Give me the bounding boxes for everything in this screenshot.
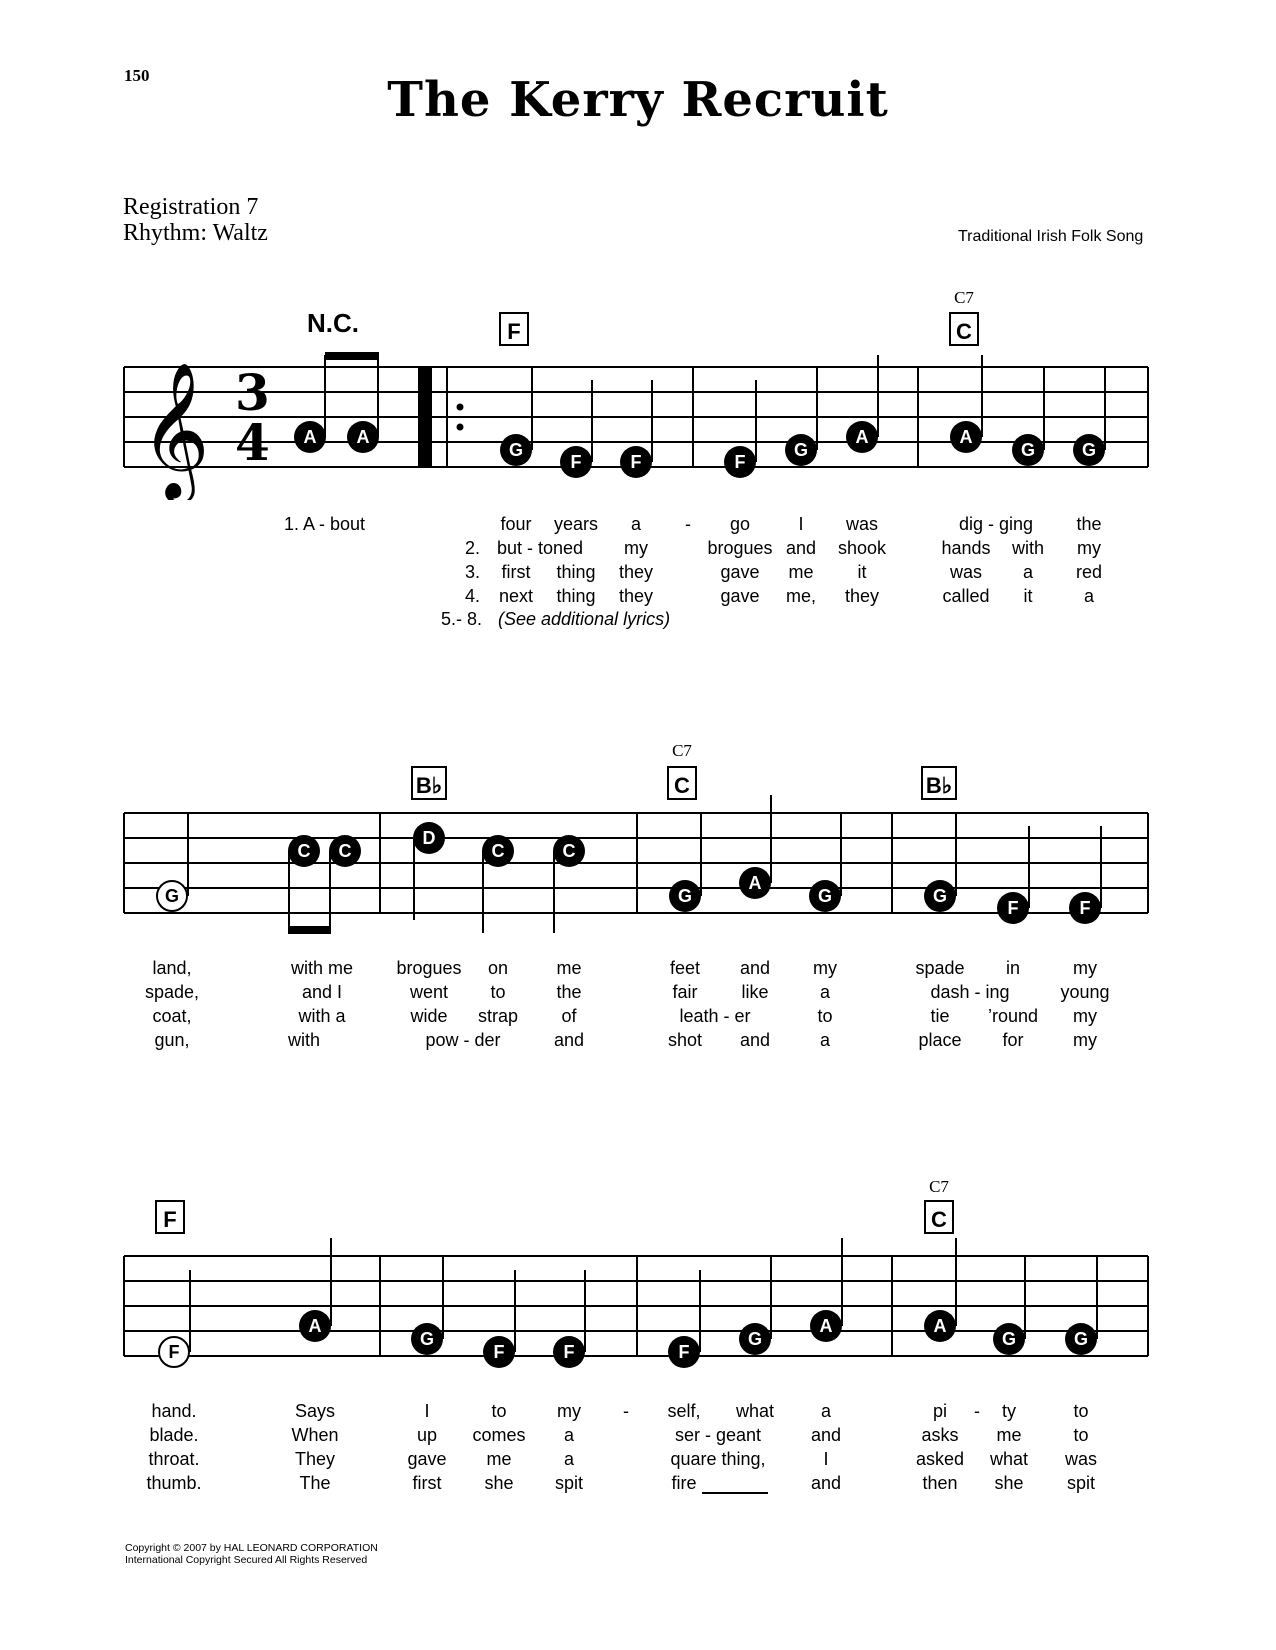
- lyric: with: [287, 1030, 321, 1050]
- lyric: gun,: [154, 1030, 190, 1050]
- note-A: [950, 421, 982, 453]
- note-F: [553, 1336, 585, 1368]
- lyric: spit: [554, 1473, 584, 1493]
- note-G: [669, 880, 701, 912]
- note-F: [724, 446, 756, 478]
- chord-c7: C7: [672, 741, 692, 760]
- song-title: The Kerry Recruit: [387, 72, 889, 128]
- svg-text:G: G: [419, 1329, 435, 1349]
- lyric: asked: [915, 1449, 965, 1469]
- lyric: with me: [290, 958, 354, 978]
- note-A: [739, 867, 771, 899]
- lyric: When: [291, 1425, 339, 1445]
- svg-text:C: C: [562, 841, 576, 861]
- note-F: [997, 892, 1029, 924]
- lyric: brogues: [396, 958, 462, 978]
- note-G: [411, 1323, 443, 1355]
- lyric: ’round: [987, 1006, 1039, 1026]
- note-F: [560, 446, 592, 478]
- melisma-line: [702, 1492, 768, 1494]
- lyric: my: [557, 1401, 581, 1421]
- lyric: spit: [1066, 1473, 1096, 1493]
- lyric: with a: [298, 1006, 346, 1026]
- lyric: thing: [556, 586, 596, 606]
- note-G: [500, 434, 532, 466]
- lyric: my: [1073, 1030, 1097, 1050]
- svg-text:C: C: [338, 841, 352, 861]
- lyric: and: [739, 958, 771, 978]
- lyric: me: [996, 1425, 1022, 1445]
- note-F: [1069, 892, 1101, 924]
- svg-text:A: A: [959, 427, 973, 447]
- svg-text:G: G: [793, 440, 809, 460]
- note-D: [413, 822, 445, 854]
- svg-text:F: F: [493, 1342, 505, 1362]
- lyric: land,: [152, 958, 192, 978]
- svg-text:G: G: [508, 440, 524, 460]
- lyric: she: [484, 1473, 514, 1493]
- note-G: [1065, 1323, 1097, 1355]
- svg-text:C: C: [491, 841, 505, 861]
- lyric: next: [498, 586, 534, 606]
- note-A: [347, 421, 379, 453]
- lyric: a: [820, 1401, 832, 1421]
- copyright-line-1: Copyright © 2007 by HAL LEONARD CORPORATION: [125, 1542, 378, 1554]
- note-A: [846, 421, 878, 453]
- svg-text:D: D: [422, 828, 436, 848]
- chord-c: C: [931, 1207, 947, 1232]
- note-G: [1073, 434, 1105, 466]
- lyric: the: [1076, 514, 1102, 534]
- svg-text:A: A: [933, 1316, 947, 1336]
- note-F-half: [159, 1337, 189, 1367]
- time-sig-top: 3: [235, 363, 270, 422]
- chord-c7: C7: [929, 1180, 949, 1196]
- lyric: 2.: [465, 538, 481, 558]
- lyric: strap: [477, 1006, 519, 1026]
- lyric: of: [561, 1006, 577, 1026]
- note-C: [482, 835, 514, 867]
- lyric: I: [424, 1401, 430, 1421]
- lyric: for: [1002, 1030, 1024, 1050]
- lyric: gave: [720, 562, 760, 582]
- lyric: They: [294, 1449, 336, 1469]
- lyric: to: [490, 982, 506, 1002]
- svg-text:F: F: [1007, 898, 1019, 918]
- lyric: me: [788, 562, 814, 582]
- lyric: my: [1073, 1006, 1097, 1026]
- lyric: gave: [407, 1449, 447, 1469]
- lyric: a: [1022, 562, 1034, 582]
- lyric: me,: [785, 586, 817, 606]
- lyric: first: [501, 562, 531, 582]
- lyric: what: [735, 1401, 775, 1421]
- svg-text:G: G: [747, 1329, 763, 1349]
- lyric: it: [1023, 586, 1033, 606]
- staff-system-1-graphics: [0, 270, 1276, 500]
- lyric: shot: [667, 1030, 703, 1050]
- lyric: and: [810, 1425, 842, 1445]
- lyric: leath - er: [679, 1006, 751, 1026]
- lyric: blade.: [149, 1425, 199, 1445]
- lyric: thing: [556, 562, 596, 582]
- svg-text:G: G: [817, 886, 833, 906]
- lyric: a: [819, 1030, 831, 1050]
- lyric: pow - der: [425, 1030, 501, 1050]
- lyric: -: [623, 1401, 629, 1421]
- lyric: 3.: [465, 562, 481, 582]
- lyric: tie: [930, 1006, 950, 1026]
- lyric: ser - geant: [674, 1425, 762, 1445]
- lyric: 1. A - bout: [284, 514, 366, 534]
- lyric: and: [785, 538, 817, 558]
- note-F: [620, 446, 652, 478]
- lyric: was: [845, 514, 879, 534]
- chord-bflat: B♭: [415, 773, 443, 798]
- lyric: my: [1077, 538, 1101, 558]
- svg-text:G: G: [1001, 1329, 1017, 1349]
- svg-text:C: C: [297, 841, 311, 861]
- lyric: wide: [410, 1006, 448, 1026]
- note-C: [288, 835, 320, 867]
- svg-text:G: G: [932, 886, 948, 906]
- lyric: go: [729, 514, 751, 534]
- lyric: 4.: [465, 586, 481, 606]
- svg-text:F: F: [734, 452, 746, 472]
- lyric: coat,: [152, 1006, 192, 1026]
- lyric: she: [994, 1473, 1024, 1493]
- lyric: spade: [915, 958, 965, 978]
- chord-c: C: [956, 319, 972, 344]
- copyright-line-2: International Copyright Secured All Rights Reserved: [125, 1554, 368, 1566]
- chord-nc: N.C.: [307, 308, 359, 338]
- lyric: to: [491, 1401, 507, 1421]
- note-C: [329, 835, 361, 867]
- lyric: on: [487, 958, 509, 978]
- lyric: years: [553, 514, 599, 534]
- svg-text:G: G: [164, 886, 180, 906]
- chord-c: C: [674, 773, 690, 798]
- lyric: to: [1073, 1425, 1089, 1445]
- treble-clef-icon: 𝄞: [140, 360, 210, 498]
- svg-text:F: F: [678, 1342, 690, 1362]
- lyric: they: [844, 586, 880, 606]
- lyric: a: [819, 982, 831, 1002]
- lyric: I: [823, 1449, 829, 1469]
- lyric: -: [685, 514, 691, 534]
- note-G: [809, 880, 841, 912]
- registration-label: Registration 7: [123, 194, 259, 220]
- lyric: The: [299, 1473, 331, 1493]
- svg-text:A: A: [356, 427, 370, 447]
- note-G: [739, 1323, 771, 1355]
- svg-text:F: F: [1079, 898, 1091, 918]
- staff-system-2: [0, 740, 1276, 918]
- lyric: up: [416, 1425, 438, 1445]
- lyric: young: [1060, 982, 1110, 1002]
- note-G: [1012, 434, 1044, 466]
- lyric: hands: [941, 538, 991, 558]
- lyric: thumb.: [146, 1473, 202, 1493]
- lyric: quare thing,: [670, 1449, 766, 1469]
- svg-text:A: A: [855, 427, 869, 447]
- lyric: 5.- 8.: [441, 609, 483, 629]
- chord-f: F: [163, 1207, 177, 1232]
- lyric: the: [556, 982, 582, 1002]
- lyric: brogues: [707, 538, 773, 558]
- lyric: (See additional lyrics): [498, 609, 671, 629]
- lyric: I: [798, 514, 804, 534]
- lyric: pi: [932, 1401, 948, 1421]
- lyric: and: [553, 1030, 585, 1050]
- lyric: it: [857, 562, 867, 582]
- lyric: throat.: [148, 1449, 200, 1469]
- lyric: fire: [671, 1473, 697, 1493]
- note-A: [924, 1310, 956, 1342]
- lyric: Says: [294, 1401, 336, 1421]
- lyric: my: [813, 958, 837, 978]
- lyric: a: [630, 514, 642, 534]
- note-G-half: [157, 881, 187, 911]
- svg-text:A: A: [748, 873, 762, 893]
- lyric: went: [409, 982, 449, 1002]
- chord-bflat: B♭: [925, 773, 953, 798]
- lyric: in: [1005, 958, 1021, 978]
- lyric: feet: [669, 958, 701, 978]
- rhythm-label: Rhythm: Waltz: [123, 220, 268, 246]
- page-number: 150: [124, 66, 150, 85]
- lyric: my: [1073, 958, 1097, 978]
- note-A: [810, 1310, 842, 1342]
- svg-text:F: F: [570, 452, 582, 472]
- lyric: place: [918, 1030, 962, 1050]
- repeat-dot-lower: [457, 424, 464, 431]
- lyric: first: [412, 1473, 442, 1493]
- lyric: like: [741, 982, 769, 1002]
- svg-text:G: G: [1073, 1329, 1089, 1349]
- lyric: and: [810, 1473, 842, 1493]
- beam: [288, 926, 331, 934]
- repeat-bar: [418, 367, 432, 467]
- lyric: and: [739, 1030, 771, 1050]
- lyric: spade,: [144, 982, 200, 1002]
- lyric: a: [563, 1449, 575, 1469]
- note-C: [553, 835, 585, 867]
- lyric: and I: [301, 982, 343, 1002]
- repeat-dot-upper: [457, 404, 464, 411]
- note-A: [299, 1310, 331, 1342]
- lyric: dig - ging: [958, 514, 1034, 534]
- lyric: called: [942, 586, 990, 606]
- lyric: a: [563, 1425, 575, 1445]
- svg-text:G: G: [677, 886, 693, 906]
- note-G: [993, 1323, 1025, 1355]
- beam: [325, 352, 379, 360]
- lyric: fair: [672, 982, 698, 1002]
- lyric: self,: [667, 1401, 701, 1421]
- note-F: [668, 1336, 700, 1368]
- svg-text:G: G: [1020, 440, 1036, 460]
- note-F: [483, 1336, 515, 1368]
- svg-text:A: A: [819, 1316, 833, 1336]
- lyric: to: [817, 1006, 833, 1026]
- chord-c7: C7: [954, 288, 974, 307]
- lyric: me: [486, 1449, 512, 1469]
- lyric: then: [922, 1473, 958, 1493]
- svg-text:G: G: [1081, 440, 1097, 460]
- lyric: to: [1073, 1401, 1089, 1421]
- lyric: -: [974, 1401, 980, 1421]
- lyric: red: [1075, 562, 1103, 582]
- lyric: comes: [472, 1425, 526, 1445]
- lyric: they: [618, 586, 654, 606]
- note-G: [924, 880, 956, 912]
- svg-text:A: A: [308, 1316, 322, 1336]
- lyric: ty: [1001, 1401, 1017, 1421]
- lyric: with: [1011, 538, 1045, 558]
- lyric: was: [949, 562, 983, 582]
- staff-system-3-graphics: [0, 1180, 1276, 1380]
- svg-text:F: F: [168, 1342, 180, 1362]
- lyric: gave: [720, 586, 760, 606]
- chord-f: F: [507, 319, 521, 344]
- staff-system-2-graphics: [0, 740, 1276, 950]
- svg-text:A: A: [303, 427, 317, 447]
- lyric: they: [618, 562, 654, 582]
- lyric: what: [989, 1449, 1029, 1469]
- lyric: shook: [837, 538, 887, 558]
- note-G: [785, 434, 817, 466]
- lyric: my: [624, 538, 648, 558]
- copyright-notice: [125, 1542, 378, 1566]
- lyric: asks: [921, 1425, 959, 1445]
- lyric: dash - ing: [930, 982, 1010, 1002]
- staff-system-3: [0, 1180, 1276, 1362]
- lyric: a: [1083, 586, 1095, 606]
- lyric: four: [500, 514, 532, 534]
- lyric: but - toned: [496, 538, 584, 558]
- composer-credit: Traditional Irish Folk Song: [958, 228, 1144, 245]
- time-sig-bottom: 4: [235, 413, 270, 472]
- lyric: me: [556, 958, 582, 978]
- lyric: was: [1064, 1449, 1098, 1469]
- staff-system-1: [0, 270, 1276, 498]
- svg-text:F: F: [630, 452, 642, 472]
- note-A: [294, 421, 326, 453]
- svg-text:F: F: [563, 1342, 575, 1362]
- lyric: hand.: [151, 1401, 197, 1421]
